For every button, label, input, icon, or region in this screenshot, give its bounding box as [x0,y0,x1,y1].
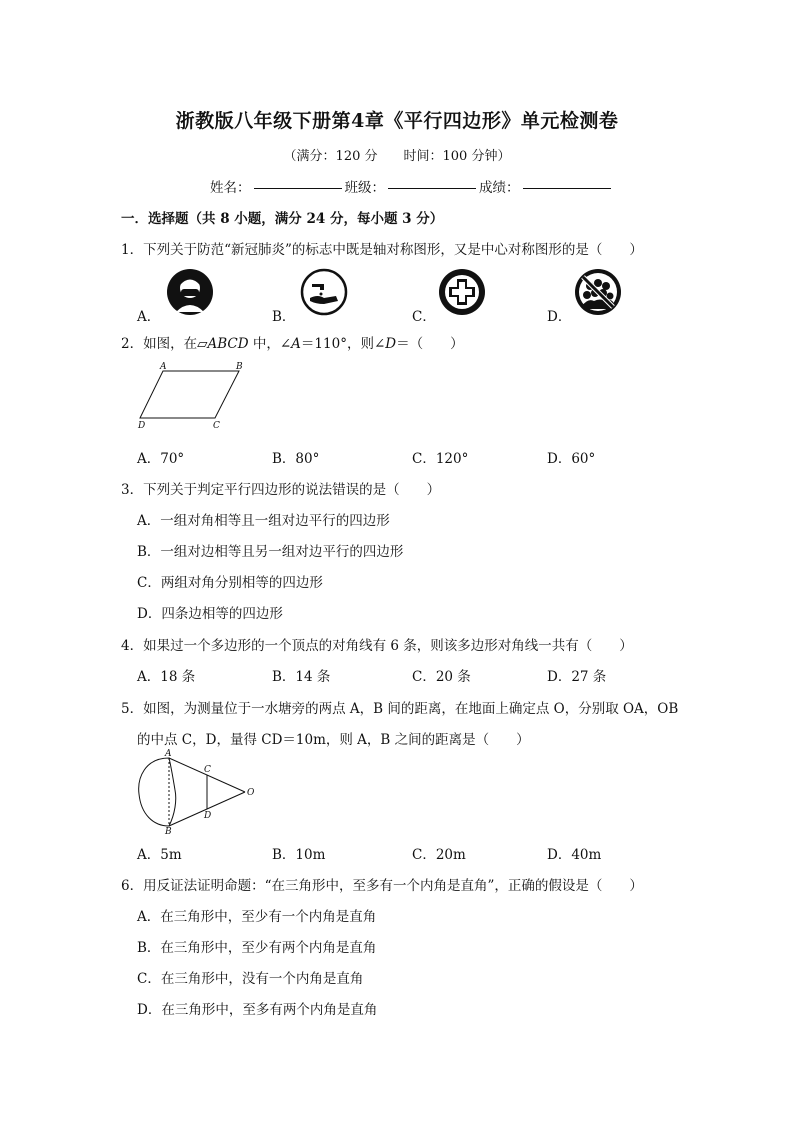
q5-option-d[interactable]: D．40m [547,847,602,863]
no-gathering-icon [574,268,622,316]
question-1-stem: 1．下列关于防范“新冠肺炎”的标志中既是轴对称图形，又是中心对称图形的是（ ） [121,242,643,258]
parallelogram-figure [135,362,255,434]
pond-triangle-figure [135,749,265,837]
label-c: C [213,421,220,431]
q2-option-d[interactable]: D．60° [547,451,596,467]
label-d: D [138,421,146,431]
q5-option-b[interactable]: B．10m [272,847,326,863]
q3-option-b[interactable]: B．一组对边相等且另一组对边平行的四边形 [137,544,404,560]
name-label: 姓名： [210,180,251,196]
label-a: A [160,362,167,372]
hand-washing-icon [300,268,348,316]
q4-option-d[interactable]: D．27 条 [547,669,607,685]
score-label: 成绩： [479,180,520,196]
q1-option-b[interactable]: B． [272,309,296,325]
label-b: B [165,827,172,837]
label-b: B [236,362,243,372]
q3-option-a[interactable]: A．一组对角相等且一组对边平行的四边形 [137,513,390,529]
student-info [210,176,614,196]
medical-cross-icon [438,268,486,316]
exam-meta: （满分：120 分 时间：100 分钟） [283,149,511,164]
label-c: C [204,765,211,775]
q5-option-a[interactable]: A．5m [137,847,182,863]
q1-option-d[interactable]: D． [547,309,572,325]
q6-option-a[interactable]: A．在三角形中，至少有一个内角是直角 [137,909,377,925]
q2-option-b[interactable]: B．80° [272,451,320,467]
q5-option-c[interactable]: C．20m [412,847,466,863]
q4-option-c[interactable]: C．20 条 [412,669,471,685]
mask-person-icon [166,268,214,316]
q4-option-a[interactable]: A．18 条 [137,669,196,685]
question-3-stem: 3．下列关于判定平行四边形的说法错误的是（ ） [121,482,441,498]
q2-option-c[interactable]: C．120° [412,451,469,467]
q3-option-d[interactable]: D．四条边相等的四边形 [137,606,283,622]
q3-option-c[interactable]: C．两组对角分别相等的四边形 [137,575,323,591]
q6-option-d[interactable]: D．在三角形中，至多有两个内角是直角 [137,1002,378,1018]
q4-option-b[interactable]: B．14 条 [272,669,331,685]
label-o: O [247,788,255,798]
q6-option-b[interactable]: B．在三角形中，至少有两个内角是直角 [137,940,377,956]
question-5-stem-line1: 5．如图，为测量位于一水塘旁的两点 A，B 间的距离，在地面上确定点 O，分别取 OA，OB [121,701,679,717]
class-label: 班级： [344,180,385,196]
page-title: 浙教版八年级下册第4章《平行四边形》单元检测卷 [175,110,619,132]
section-heading: 一．选择题（共 8 小题，满分 24 分，每小题 3 分） [121,211,444,227]
q1-option-c[interactable]: C． [412,309,436,325]
q2-option-a[interactable]: A．70° [137,451,185,467]
question-4-stem: 4．如果过一个多边形的一个顶点的对角线有 6 条，则该多边形对角线一共有（ ） [121,638,633,654]
class-field[interactable] [388,188,476,189]
question-2-stem: 2．如图，在▱ABCD 中，∠A＝110°，则∠D＝（ ） [121,336,464,352]
q1-option-a[interactable]: A． [137,309,161,325]
question-5-stem-line2: 的中点 C，D，量得 CD＝10m，则 A，B 之间的距离是（ ） [137,732,530,748]
label-a: A [165,749,172,759]
question-6-stem: 6．用反证法证明命题：“在三角形中，至多有一个内角是直角”，正确的假设是（ ） [121,878,643,894]
score-field[interactable] [523,188,611,189]
label-d: D [204,811,212,821]
name-field[interactable] [254,188,342,189]
q6-option-c[interactable]: C．在三角形中，没有一个内角是直角 [137,971,364,987]
